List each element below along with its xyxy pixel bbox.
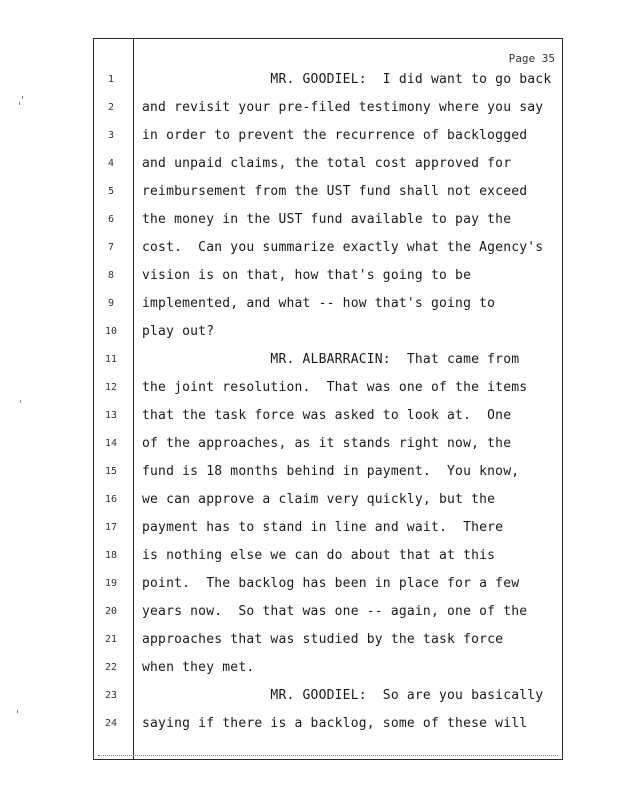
transcript-line: MR. ALBARRACIN: That came from <box>142 352 520 367</box>
transcript-line: the joint resolution. That was one of the items <box>142 380 528 395</box>
transcript-line: implemented, and what -- how that's going to <box>142 296 496 311</box>
transcript-line: of the approaches, as it stands right now, the <box>142 436 512 451</box>
transcript-line: point. The backlog has been in place for a few <box>142 576 520 591</box>
line-number: 3 <box>107 130 115 141</box>
transcript-line: in order to prevent the recurrence of backlogged <box>142 128 528 143</box>
line-number: 5 <box>107 186 115 197</box>
line-number: 15 <box>104 466 118 477</box>
line-number: 1 <box>107 74 115 85</box>
line-number: 18 <box>104 550 118 561</box>
transcript-line: play out? <box>142 324 215 339</box>
line-number: 13 <box>104 410 118 421</box>
line-number: 2 <box>107 102 115 113</box>
transcript-line: approaches that was studied by the task force <box>142 632 504 647</box>
scan-speck <box>22 96 23 99</box>
scan-speck <box>19 102 20 105</box>
transcript-line: MR. GOODIEL: I did want to go back <box>142 72 552 87</box>
scan-speck <box>20 400 21 403</box>
line-number: 4 <box>107 158 115 169</box>
line-number: 23 <box>104 690 118 701</box>
line-number: 16 <box>104 494 118 505</box>
transcript-line: and revisit your pre-filed testimony where you say <box>142 100 544 115</box>
line-number: 7 <box>107 242 115 253</box>
line-number: 21 <box>104 634 118 645</box>
line-number: 11 <box>104 354 118 365</box>
transcript-line: MR. GOODIEL: So are you basically <box>142 688 544 703</box>
transcript-line: reimbursement from the UST fund shall not exceed <box>142 184 528 199</box>
line-number: 22 <box>104 662 118 673</box>
line-number: 8 <box>107 270 115 281</box>
line-number: 19 <box>104 578 118 589</box>
scan-edge-noise <box>98 755 558 756</box>
line-number: 9 <box>107 298 115 309</box>
line-number: 14 <box>104 438 118 449</box>
page-number: Page 35 <box>508 52 555 65</box>
transcript-line: we can approve a claim very quickly, but the <box>142 492 496 507</box>
transcript-line: cost. Can you summarize exactly what the Agency's <box>142 240 544 255</box>
page-border <box>93 38 563 760</box>
transcript-line: and unpaid claims, the total cost approved for <box>142 156 512 171</box>
transcript-line: years now. So that was one -- again, one of the <box>142 604 528 619</box>
line-number: 6 <box>107 214 115 225</box>
line-number: 17 <box>104 522 118 533</box>
scan-speck <box>17 710 18 713</box>
line-number: 24 <box>104 718 118 729</box>
transcript-line: payment has to stand in line and wait. There <box>142 520 504 535</box>
line-number: 12 <box>104 382 118 393</box>
transcript-line: fund is 18 months behind in payment. You know, <box>142 464 520 479</box>
transcript-line: saying if there is a backlog, some of these will <box>142 716 528 731</box>
line-number: 20 <box>104 606 118 617</box>
line-number: 10 <box>104 326 118 337</box>
transcript-line: is nothing else we can do about that at this <box>142 548 496 563</box>
margin-rule <box>133 38 134 760</box>
transcript-line: the money in the UST fund available to pay the <box>142 212 512 227</box>
transcript-line: that the task force was asked to look at. One <box>142 408 512 423</box>
transcript-line: vision is on that, how that's going to be <box>142 268 472 283</box>
transcript-line: when they met. <box>142 660 255 675</box>
